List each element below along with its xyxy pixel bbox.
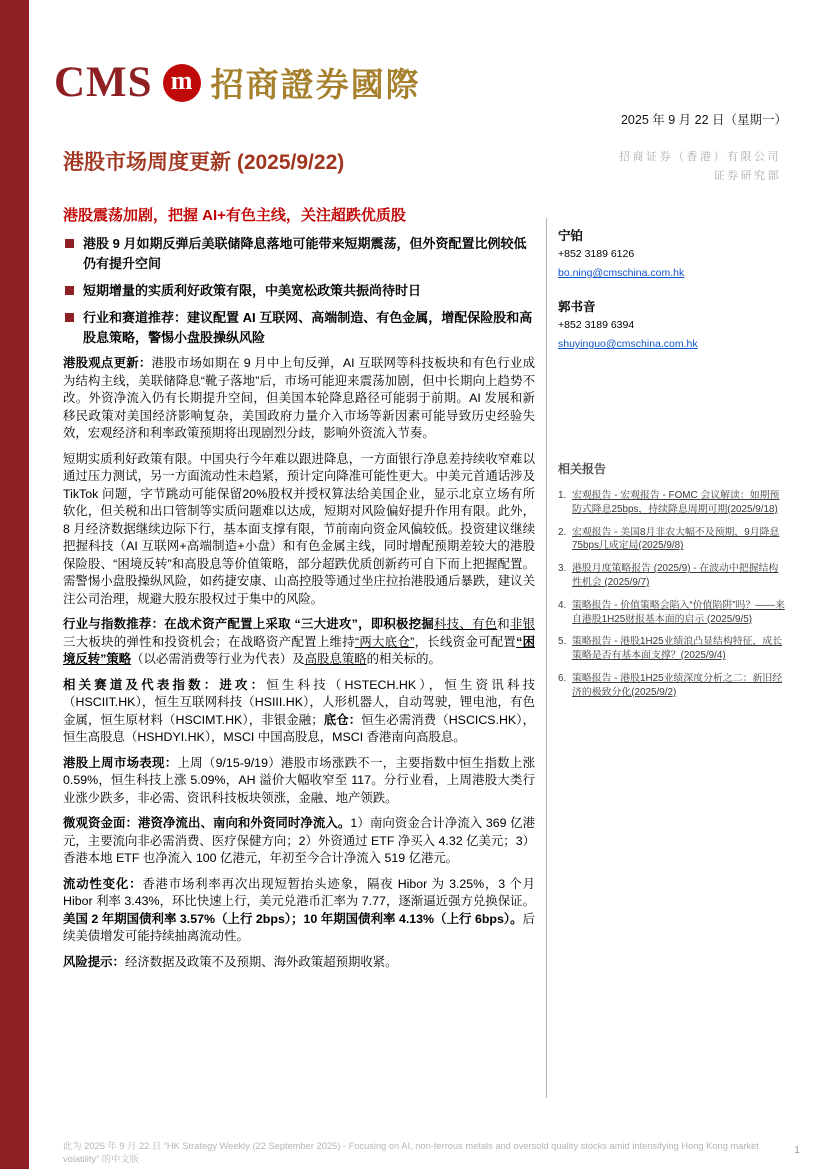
department-name: 证券研究部 [713,170,781,182]
report-item [558,672,786,700]
body-paragraph [63,954,535,972]
bullet-text: 港股 9 月如期反弹后美联储降息落地可能带来短期震荡，但外资配置比例较低仍有提升空间 [83,236,527,271]
report-number: 1. [558,490,567,501]
left-brand-bar [0,0,29,1169]
bullet-square-icon [65,239,74,248]
report-item [558,562,786,590]
company-block [619,148,781,186]
text-segment: “困境反转”策略 [63,634,535,666]
report-number: 3. [558,563,567,575]
analyst-name: 宁铂 [558,229,584,243]
text-segment: 行业与指数推荐：在战术资产配置上采取 “三大进攻”，即积极挖掘 [63,617,435,631]
text-segment: 科技、有色 [434,617,498,631]
sidebar [558,226,786,709]
report-link[interactable]: 宏观报告 - 宏观报告 - FOMC 会议解读：如期预防式降息25bps，持续降息周期可期(2025/9/18) [572,490,780,515]
report-number: 5. [558,636,567,648]
analyst-block [558,297,786,352]
analysts [558,226,786,352]
company-name: 招商证券（香港）有限公司 [619,151,781,163]
text-segment: 相关赛道及代表指数：进攻： [63,677,267,692]
analyst-phone: +852 3189 6126 [558,248,635,260]
summary-bullets [63,234,535,348]
column-divider [546,218,547,1098]
summary-bullet [63,234,535,274]
analyst-block [558,226,786,281]
text-segment: 三大板块的弹性和投资机会；在战略资产配置上维持 [63,634,355,649]
text-segment: 短期实质利好政策有限。中国央行今年难以跟进降息，一方面银行净息差持续收窄难以通过压力测试，另一方面流动性未趋紧，预计定向降准可能性更大。中美元首通话涉及 TikTok 问题，字节跳动可能保留20%股权并授权算法给美国企业，显示北京立场有所软化，但关税和出口管制等实质问题难以达成，短期对风险偏好提升作用有限。此外，8 月经济数据继续边际下行，基本面支撑有限，节前南向资金风偏较低。投资建议继续把握科技（AI 互联网+高端制造+小盘）和有色金属主线，同时增配预期差较大的港股保险股、“困境反转”和高股息等价值策略，部分超跌优质创新药可自下而上把握配置。需警惕小盘股操纵风险，如药捷安康、山高控股等通过坐庄拉抬港股通后暴跌，建议关注公司治理，规避大股东股权过于集中的风险。 [63,451,535,606]
text-segment: 风险提示： [63,954,125,969]
text-segment: 微观资金面：港资净流出、南向和外资同时净流入。 [63,816,351,830]
text-segment: 1）南向资金合计净流入 369 亿港元，主要流向非必需消费、医疗保健方向；2）外资通过 ETF 净买入 4.32 亿美元；3）香港本地 ETF 也净流入 100 亿港元，年初至今合计净流入 519 亿港元。 [63,816,536,865]
text-segment: 底仓： [323,712,362,727]
report-link[interactable]: 策略报告 - 价值策略会陷入“价值陷阱”吗？——来自港股1H25财报基本面的启示 (2025/9/5) [572,599,785,625]
text-segment: ，长线资金可配置 [414,634,517,649]
report-link[interactable]: 策略报告 - 港股1H25业绩深度分析之二：新旧经济的极致分化(2025/9/2) [572,672,783,698]
related-reports-list [558,489,786,700]
summary-bullet [63,308,535,348]
text-segment: 和 [497,617,510,631]
text-segment: 高股息策略 [304,652,367,666]
text-segment: （以必需消费等行业为代表）及 [131,652,305,666]
text-segment: 的相关标的。 [366,652,441,666]
analyst-name: 郭书音 [558,300,596,314]
summary-headline: 港股震荡加剧，把握 AI+有色主线，关注超跌优质股 [63,207,406,224]
report-item [558,599,786,627]
report-number: 2. [558,526,567,538]
report-item [558,635,786,663]
report-link[interactable]: 港股月度策略报告 (2025/9) - 在波动中把握结构性机会 (2025/9/7) [572,563,779,588]
text-segment: 美国 2 年期国债利率 3.57%（上行 2bps）；10 年期国债利率 4.13%（上行 6bps）。 [63,911,523,926]
body-paragraph [63,755,535,808]
bullet-square-icon [65,313,74,322]
brand-logo [54,58,421,107]
body-paragraph [63,451,535,609]
body-paragraph [63,355,535,443]
report-date: 2025 年 9 月 22 日（星期一） [620,113,787,127]
report-item [558,489,786,517]
text-segment: 恒生必需消费（HSCICS.HK），恒生高股息（HSHDYI.HK），MSCI 中国高股息，MSCI 香港南向高股息。 [63,712,535,744]
summary-bullet [63,281,535,301]
bullet-text: 短期增量的实质利好政策有限，中美宽松政策共振尚待时日 [83,283,422,298]
body-paragraph [63,677,535,747]
body-paragraph [63,876,535,946]
footer-note: 此为 2025 年 9 月 22 日 “HK Strategy Weekly (22 September 2025) - Focusing on AI, non-ferrous metals and oversold quality stocks amid intensifying Hong Kong market volatility” 的中文版 [63,1141,759,1164]
report-item [558,526,786,554]
text-segment: 港股市场如期在 9 月中上旬反弹，AI 互联网等科技板块和有色行业成为结构主线，美联储降息“靴子落地”后，市场可能迎来震荡加剧，但中长期向上趋势不改。外资净流入仍有长期提升空间，但美国本轮降息路径可能弱于前期。AI 发展和新移民政策对美国经济影响复杂，美国政府力量介入市场等新因素可能导致历史经验失效，宏观经济和利率政策预期将出现剧烈分歧，影响外资流入节奏。 [63,356,535,440]
cms-logo-icon: m [163,64,201,102]
report-number: 6. [558,672,567,684]
cms-logo-text: CMS [54,59,153,106]
analyst-email-link[interactable]: bo.ning@cmschina.com.hk [558,267,685,279]
body-paragraph [63,815,535,868]
body-paragraph [63,616,535,669]
analyst-email-link[interactable]: shuyinguo@cmschina.com.hk [558,338,698,350]
brand-name-chinese: 招商證券國際 [210,68,421,104]
text-segment: 后续美债增发可能持续抽离流动性。 [63,911,535,943]
page-title: 港股市场周度更新 (2025/9/22) [63,151,345,174]
text-segment: 香港市场利率再次出现短暂抬头迹象，隔夜 Hibor 为 3.25%，3 个月 Hibor 利率 3.43%，环比快速上行，美元兑港币汇率为 7.77，逐渐逼近强方兑换保证。 [63,876,536,908]
related-reports-title: 相关报告 [558,462,607,476]
page-number: 1 [794,1144,800,1156]
report-number: 4. [558,599,567,611]
text-segment: 港股上周市场表现： [63,755,178,770]
bullet-text: 行业和赛道推荐：建议配置 AI 互联网、高端制造、有色金属，增配保险股和高股息策略，警惕小盘股操纵风险 [83,310,533,345]
report-link[interactable]: 宏观报告 - 美国8月非农大幅不及预期，9月降息75bps几成定局(2025/9/8) [572,526,780,552]
body-paragraphs [63,355,535,971]
report-link[interactable]: 策略报告 - 港股1H25业绩浪凸显结构特征，成长策略是否有基本面支撑？(2025/9/4) [572,636,783,662]
text-segment: 流动性变化： [63,876,143,891]
main-column [63,204,535,979]
text-segment: 港股观点更新： [63,356,152,370]
bullet-square-icon [65,286,74,295]
text-segment: 非银 [509,617,535,631]
analyst-phone: +852 3189 6394 [558,319,635,331]
text-segment: “两大底仓” [354,634,415,649]
text-segment: 经济数据及政策不及预期、海外政策超预期收紧。 [124,954,398,969]
text-segment: 上周（9/15-9/19）港股市场涨跌不一，主要指数中恒生指数上涨 0.59%，恒生科技上涨 5.09%，AH 溢价大幅收窄至 117。分行业看，上周港股大类行业涨少跌多，非必需、资讯科技板块领涨，金融、地产领跌。 [63,755,536,805]
text-segment: 恒生科技（HSTECH.HK），恒生资讯科技（HSCIIT.HK），恒生互联网科技（HSIII.HK），人形机器人，自动驾驶，锂电池，有色金属，恒生原材料（HSCIMT.HK），非银金融； [63,677,535,727]
